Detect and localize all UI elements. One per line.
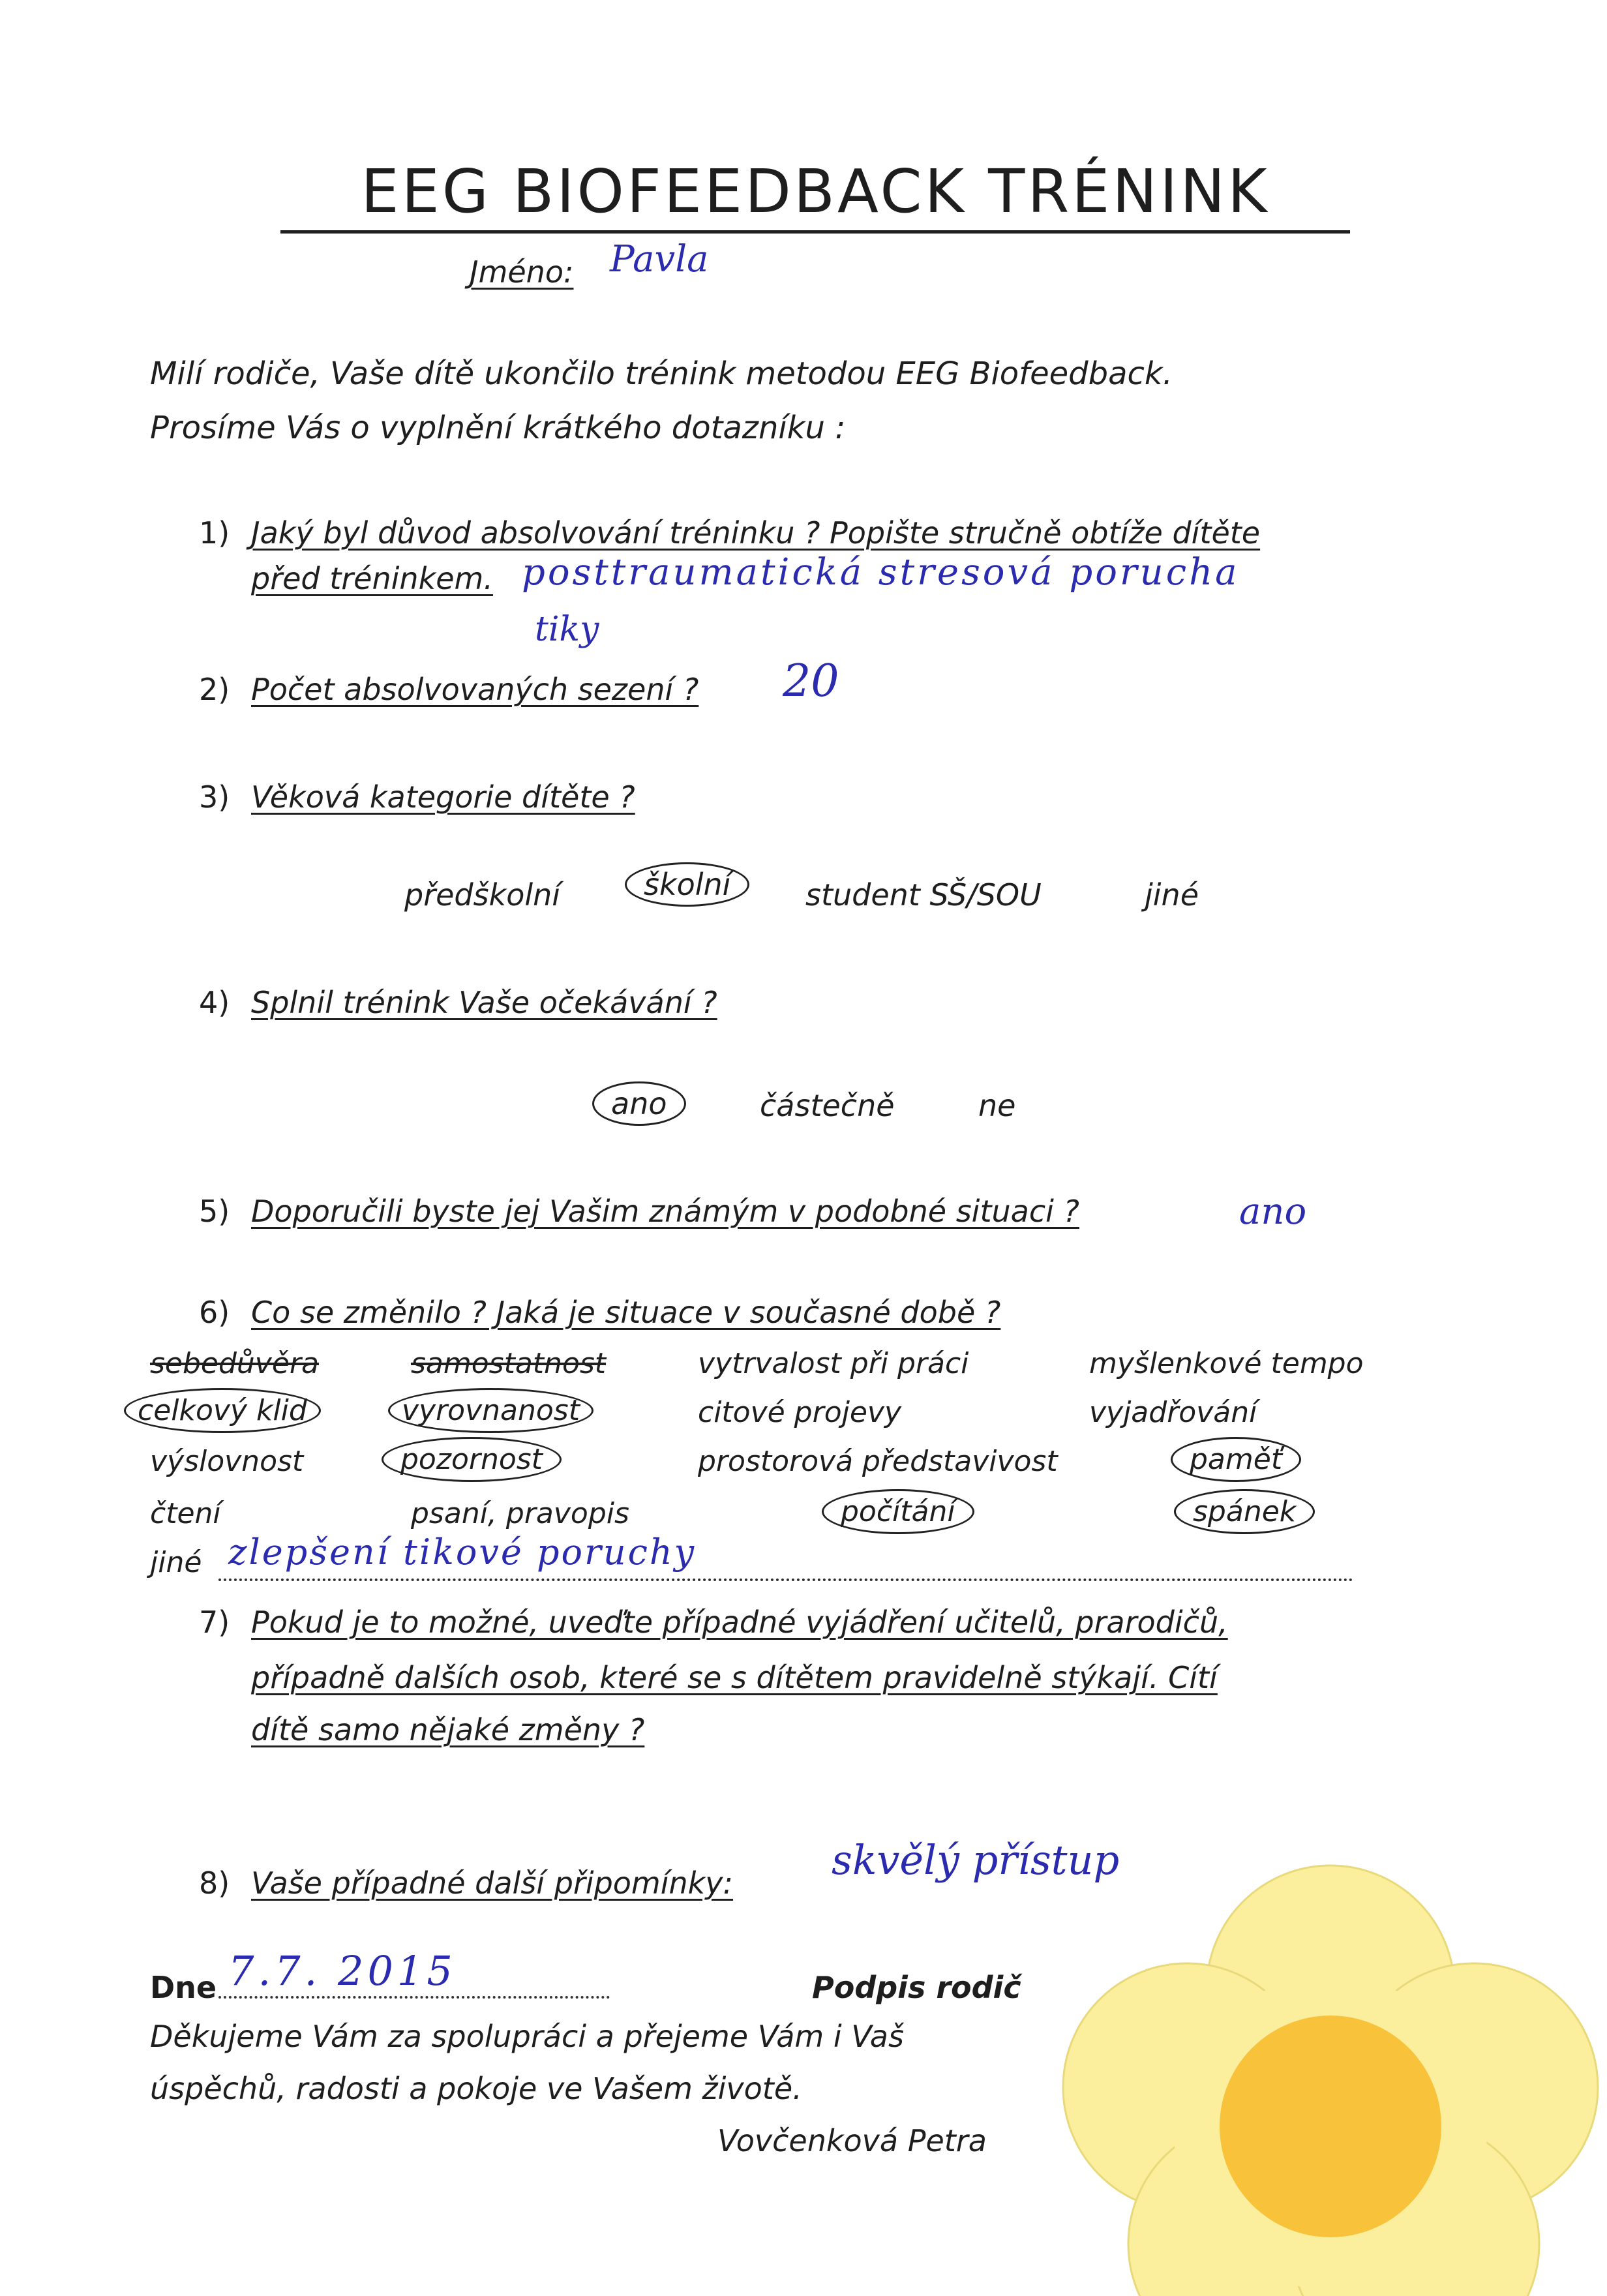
q7-number: 7) bbox=[199, 1605, 230, 1640]
q6-item-attention-selected: pozornost bbox=[382, 1437, 562, 1482]
q3-option-school-selected: školní bbox=[625, 862, 749, 907]
name-value: Pavla bbox=[610, 238, 709, 280]
q4-option-yes-selected: ano bbox=[592, 1081, 686, 1126]
q6-other-value: zlepšení tikové poruchy bbox=[228, 1532, 697, 1573]
intro-line-2: Prosíme Vás o vyplnění krátkého dotazníku : bbox=[150, 410, 846, 446]
q6-other-label: jiné bbox=[150, 1546, 202, 1579]
q3-number: 3) bbox=[199, 779, 230, 815]
date-dotted-line bbox=[218, 1996, 610, 1999]
q7-line-2: případně dalších osob, které se s dítětem pravidelně stýkají. Cítí bbox=[251, 1660, 1218, 1695]
q5-number: 5) bbox=[199, 1194, 230, 1229]
q1-number: 1) bbox=[199, 515, 230, 551]
q6-item-calm-selected: celkový klid bbox=[124, 1388, 321, 1433]
q6-text: Co se změnilo ? Jaká je situace v současné době ? bbox=[251, 1295, 1001, 1330]
q6-item-self-confidence: sebedůvěra bbox=[150, 1347, 319, 1380]
q1-answer-b: tiky bbox=[535, 610, 599, 649]
q6-other-dotted-line bbox=[218, 1578, 1353, 1581]
flower-center bbox=[1220, 2016, 1441, 2237]
q7-line-3: dítě samo nějaké změny ? bbox=[251, 1712, 645, 1747]
q6-item-balance-selected: vyrovnanost bbox=[388, 1388, 593, 1433]
signature-label: Podpis rodič bbox=[812, 1970, 1021, 2005]
q6-item-emotions: citové projevy bbox=[698, 1396, 901, 1429]
flower-sticker bbox=[1037, 1839, 1607, 2296]
q7-line-1: Pokud je to možné, uveďte případné vyjádření učitelů, prarodičů, bbox=[251, 1605, 1228, 1640]
intro-line-1: Milí rodiče, Vaše dítě ukončilo trénink metodou EEG Biofeedback. bbox=[150, 355, 1173, 392]
date-value: 7.7. 2015 bbox=[228, 1947, 457, 1995]
q2-text: Počet absolvovaných sezení ? bbox=[251, 672, 699, 707]
thanks-line-1: Děkujeme Vám za spolupráci a přejeme Vám i Vaš bbox=[150, 2019, 904, 2054]
q2-answer: 20 bbox=[783, 656, 839, 707]
q6-item-thinking-tempo: myšlenkové tempo bbox=[1089, 1347, 1364, 1380]
q4-option-partly: částečně bbox=[760, 1088, 895, 1123]
q4-number: 4) bbox=[199, 985, 230, 1020]
q1-text-b: před tréninkem. bbox=[251, 561, 493, 596]
q6-item-writing: psaní, pravopis bbox=[411, 1497, 629, 1530]
q6-item-spatial: prostorová představivost bbox=[698, 1445, 1058, 1478]
q6-item-reading: čtení bbox=[150, 1497, 221, 1530]
q6-item-memory-selected: paměť bbox=[1171, 1437, 1301, 1482]
q6-item-persistence: vytrvalost při práci bbox=[698, 1347, 969, 1380]
q6-item-expression: vyjadřování bbox=[1089, 1396, 1257, 1429]
q1-text-a: Jaký byl důvod absolvování tréninku ? Popište stručně obtíže dítěte bbox=[251, 515, 1261, 551]
q8-text: Vaše případné další připomínky: bbox=[251, 1865, 734, 1901]
date-label: Dne bbox=[150, 1970, 217, 2005]
q3-option-preschool: předškolní bbox=[404, 877, 561, 913]
q6-number: 6) bbox=[199, 1295, 230, 1330]
q6-item-independence: samostatnost bbox=[411, 1347, 607, 1380]
q3-option-student: student SŠ/SOU bbox=[805, 877, 1042, 913]
q3-text: Věková kategorie dítěte ? bbox=[251, 779, 635, 815]
q6-item-counting-selected: počítání bbox=[822, 1489, 974, 1534]
q3-option-other: jiné bbox=[1145, 877, 1199, 913]
q5-answer: ano bbox=[1239, 1190, 1307, 1233]
q4-option-no: ne bbox=[978, 1088, 1016, 1123]
form-title: EEG BIOFEEDBACK TRÉNINK bbox=[280, 157, 1350, 234]
q1-answer-a: posttraumatická stresová porucha bbox=[522, 551, 1240, 594]
q6-item-pronunciation: výslovnost bbox=[150, 1445, 304, 1478]
thanks-line-2: úspěchů, radosti a pokoje ve Vašem životě. bbox=[150, 2071, 802, 2106]
q4-text: Splnil trénink Vaše očekávání ? bbox=[251, 985, 717, 1020]
q2-number: 2) bbox=[199, 672, 230, 707]
q8-number: 8) bbox=[199, 1865, 230, 1901]
author-name: Vovčenková Petra bbox=[717, 2123, 987, 2158]
q6-item-sleep-selected: spánek bbox=[1174, 1489, 1315, 1534]
q5-text: Doporučili byste jej Vašim známým v podobné situaci ? bbox=[251, 1194, 1079, 1229]
q8-answer: skvělý přístup bbox=[832, 1836, 1120, 1884]
name-label: Jméno: bbox=[470, 254, 574, 290]
